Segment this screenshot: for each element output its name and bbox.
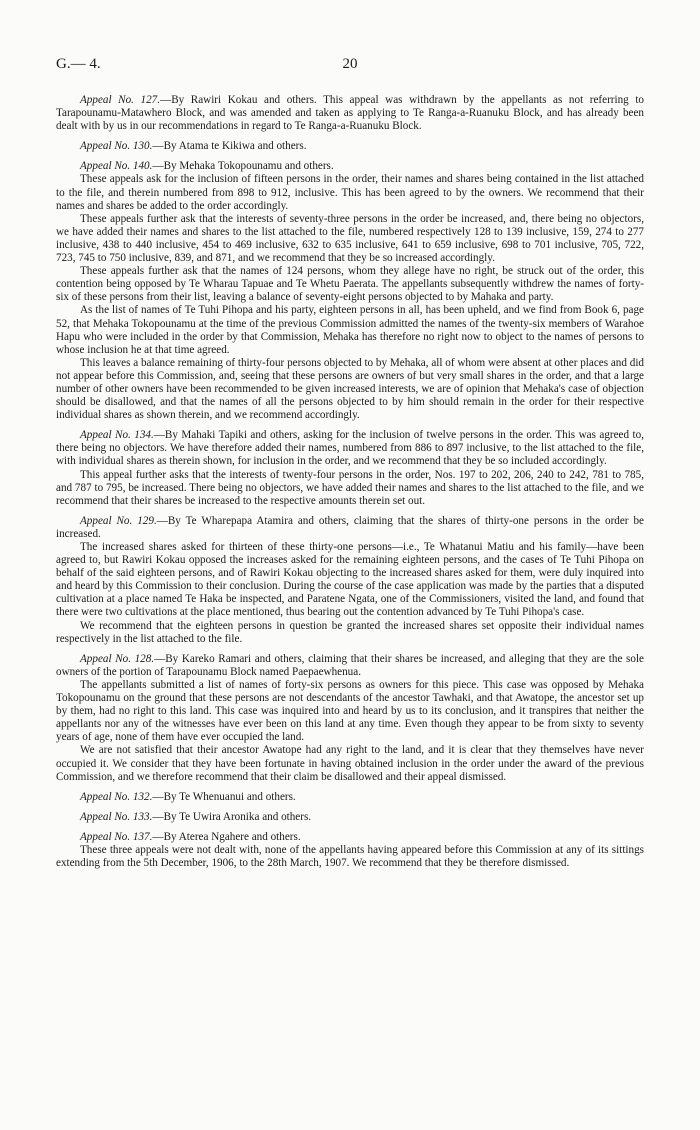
appeal-intro-paragraph [56,791,644,804]
appeal-entry [56,653,644,784]
paragraph-text: —By Rawiri Kokau and others. This appeal was withdrawn by the appellants as not referring to Tarapounamu-Matawhero Block, and was amended and taken as applying to Te Ranga-a-Ruanuku Block, and has already been dealt with by us in our recommendations in regard to Te Ranga-a-Ruanuku Block. [56,94,644,133]
paragraph-text: We recommend that the eighteen persons in question be granted the increased shares set opposite their individual names respectively in the list attached to the file. [56,619,644,645]
paragraph-text: These appeals further ask that the names of 124 persons, whom they allege have no right, be struck out of the order, this contention being opposed by Te Wharau Tapuae and Te Whetu Paerata. The appellants subsequently withdrew the names of forty-six of these persons from their list, leaving a balance of seventy-eight persons objected to by Mahaka and party. [56,265,644,304]
appeal-paragraph [56,304,644,356]
appeal-intro-paragraph [56,140,644,153]
appeal-entry [56,831,644,870]
appeal-heading: Appeal No. 137. [80,830,153,843]
paragraph-text: —By Te Uwira Aronika and others. [152,810,312,823]
paragraph-text: —By Kareko Ramari and others, claiming that their shares be increased, and alleging that they are the sole owners of the portion of Tarapounamu Block named Paepaewhenua. [56,652,644,678]
appeal-paragraph [56,744,644,783]
appeal-paragraph [56,844,644,870]
appeal-entry [56,94,644,133]
appeal-paragraph [56,173,644,212]
page-number: 20 [342,56,358,72]
paragraph-text: We are not satisfied that their ancestor Awatope had any right to the land, and it is clear that they themselves have never occupied it. We consider that they have been fortunate in having obtained inclusion in the order under the award of the previous Commission, and we therefore recommend that their claim be disallowed and their appeal dismissed. [56,744,644,783]
appeal-paragraph [56,541,644,620]
appeal-entry [56,811,644,824]
appeal-intro-paragraph [56,160,644,173]
appeal-heading: Appeal No. 127. [80,94,161,106]
appeal-paragraph [56,265,644,304]
paragraph-text: This appeal further asks that the interests of twenty-four persons in the order, Nos. 197 to 202, 206, 240 to 242, 781 to 785, and 787 to 795, be increased. There being no objectors, we have added their names and shares to the list attached to the file, and we recommend that their shares be increased to the respective amounts therein set out. [56,468,644,507]
paragraph-text: —By Te Wharepapa Atamira and others, claiming that the shares of thirty-one persons in the order be increased. [56,514,644,540]
document-reference: G.— 4. [56,56,101,72]
paragraph-text: These three appeals were not dealt with, none of the appellants having appeared before this Commission at any of its sittings extending from the 5th December, 1906, to the 28th March, 1907. We recommend that they be therefore dismissed. [56,843,644,870]
paragraph-text: —By Mehaka Tokopounamu and others. [152,160,334,173]
appeal-entry [56,140,644,153]
appeal-entry [56,515,644,646]
appeal-heading: Appeal No. 133. [80,810,153,823]
appeal-intro-paragraph [56,429,644,468]
appeal-intro-paragraph [56,831,644,844]
appeal-paragraph [56,357,644,422]
paragraph-text: These appeals further ask that the interests of seventy-three persons in the order be increased, and, there being no objectors, we have added their names and shares to the list attached to the file, numbered respectively 128 to 139 inclusive, 159, 274 to 277 inclusive, 438 to 440 inclusive, 454 to 469 inclusive, 632 to 635 inclusive, 641 to 659 inclusive, 698 to 701 inclusive, 705, 722, 723, 745 to 750 inclusive, 839, and 871, and we recommend that they be so increased accordingly. [56,212,644,265]
appeal-heading: Appeal No. 128. [80,652,155,665]
appeal-heading: Appeal No. 132. [80,790,153,803]
appeal-heading: Appeal No. 129. [80,514,157,527]
appeal-heading: Appeal No. 134. [80,429,154,442]
appeal-paragraph [56,679,644,744]
appeal-entry [56,429,644,508]
appeal-paragraph [56,620,644,646]
appeal-entry [56,791,644,804]
paragraph-text: —By Mahaki Tapiki and others, asking for the inclusion of twelve persons in the order. This was agreed to, there being no objectors. We have therefore added their names, numbered from 886 to 897 inclusive, to the list attached to the file, with individual shares as therein shown, for inclusion in the order, and we recommend that they be so included accordingly. [56,429,644,468]
appeal-paragraph [56,469,644,508]
appeal-heading: Appeal No. 130. [80,140,153,153]
paragraph-text: These appeals ask for the inclusion of fifteen persons in the order, their names and shares being contained in the list attached to the file, and therein numbered from 898 to 912, inclusive. This has been agreed to by the owners. We recommend that their names and shares be added to the order accordingly. [56,173,644,212]
paragraph-text: As the list of names of Te Tuhi Pihopa and his party, eighteen persons in all, has been upheld, and we find from Book 6, page 52, that Mehaka Tokopounamu at the time of the previous Commission admitted the names of the twenty-six members of Warahoe Hapu who were included in the order by that Commission, Mehaka has therefore no right now to object to the names of persons to whose inclusion he at that time agreed. [56,304,644,356]
appeal-heading: Appeal No. 140. [80,160,153,173]
page-header [56,56,644,76]
paragraph-text: —By Atama te Kikiwa and others. [152,140,307,153]
paragraph-text: The appellants submitted a list of names of forty-six persons as owners for this piece. This case was opposed by Mehaka Tokopounamu on the ground that these persons are not descendants of the ancestor Tawhaki, and that Awatope, the ancestor set up by them, had no right to this land. This case was inquired into and heard by us to its conclusion, and it transpires that neither the appellants nor any of the witnesses have ever been on this land at any time. Even though they appear to be from sixty to seventy years of age, none of them have ever occupied the land. [56,678,644,744]
paragraph-text: The increased shares asked for thirteen of these thirty-one persons—i.e., Te Whatanui Matiu and his family—have been agreed to, but Rawiri Kokau opposed the increases asked for the remaining eighteen persons, and the cases of Te Tuhi Pihopa on behalf of the said eighteen persons, and of Rawiri Kokau objecting to the increased shares asked for them, were duly inquired into and heard by this Commission to their conclusion. During the course of the case application was made by the parties that a disputed cultivation at a place named Te Haka be inspected, and Paratene Ngata, one of the Commissioners, visited the land, and found that there were two cultivations at the place mentioned, thus bearing out the contention advanced by Te Tuhi Pihopa's case. [56,541,644,619]
appeal-entry [56,160,644,422]
appeal-intro-paragraph [56,515,644,541]
appeal-intro-paragraph [56,94,644,133]
paragraph-text: —By Te Whenuanui and others. [152,790,296,803]
appeal-paragraph [56,213,644,265]
appeal-intro-paragraph [56,811,644,824]
document-body [56,94,644,870]
paragraph-text: —By Aterea Ngahere and others. [152,830,301,843]
appeal-intro-paragraph [56,653,644,679]
paragraph-text: This leaves a balance remaining of thirty-four persons objected to by Mehaka, all of whom were absent at other places and did not appear before this Commission, and, seeing that these persons are owners of but very small shares in the order, and that a large number of other owners have been recommended to be given increased interests, we are of opinion that Mehaka's case of objection should be disallowed, and that the names of all the persons objected to by him should remain in the order for their respective individual shares as shown therein, and we recommend accordingly. [56,356,644,422]
